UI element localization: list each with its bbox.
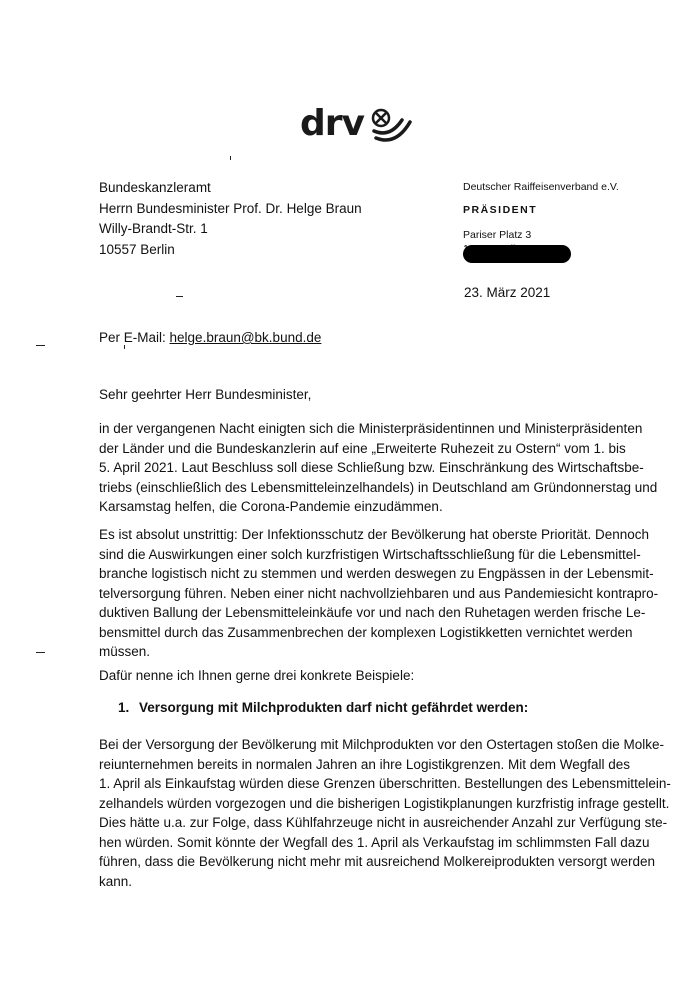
- text-line: zelhandels würden vorgezogen und die bisherigen Logistikplanungen kurzfristig infrage gestellt.: [99, 795, 670, 811]
- text-line: 5. April 2021. Laut Beschluss soll diese Schließung bzw. Einschränkung des Wirtschaftsbe-: [99, 460, 644, 475]
- paragraph-3: [99, 666, 591, 686]
- text-line: Dafür nenne ich Ihnen gerne drei konkrete Beispiele:: [99, 668, 415, 683]
- letter-date: 23. März 2021: [464, 285, 551, 300]
- recipient-line: 10557 Berlin: [99, 241, 175, 257]
- text-line: hen würden. Somit könnte der Wegfall des 1. April als Verkaufstag im schlimmsten Fall dazu: [99, 834, 650, 850]
- text-line: 1. April als Einkaufstag würden diese Grenzen überschritten. Bestellungen des Lebensmittelein-: [99, 776, 671, 791]
- scan-mark: [230, 156, 231, 160]
- scan-mark: [36, 652, 45, 653]
- salutation: Sehr geehrter Herr Bundesminister,: [99, 387, 312, 402]
- text-line: bensmittel durch das Zusammenbrechen der komplexen Logistikketten vernichtet werden: [99, 624, 633, 640]
- text-line: sind die Auswirkungen einer solch kurzfristigen Wirtschaftsschließung für die Lebensmittel-: [99, 546, 641, 562]
- raiffeisen-cross-arcs-icon: [368, 104, 418, 148]
- text-line: Dies hätte u.a. zur Folge, dass Kühlfahrzeuge nicht in ausreichender Anzahl zur Verfügung ste-: [99, 815, 668, 830]
- recipient-address: [99, 178, 362, 260]
- email-address-link[interactable]: helge.braun@bk.bund.de: [169, 330, 322, 345]
- email-line: [99, 330, 321, 345]
- paragraph-1: [99, 419, 658, 517]
- text-line: führen, dass die Bevölkerung nicht mehr mit ausreichend Molkereiprodukten versorgt werden: [99, 854, 656, 869]
- text-line: Karsamstag helfen, die Corona-Pandemie einzudämmen.: [99, 499, 443, 514]
- email-prefix: Per E-Mail:: [99, 330, 166, 345]
- text-line: müssen.: [99, 644, 151, 659]
- text-line: telversorgung führen. Neben einer nicht nachvollziehbaren und aus Pandemiesicht kontrapro-: [99, 585, 659, 601]
- drv-logo: [300, 104, 420, 148]
- text-line: Es ist absolut unstrittig: Der Infektionsschutz der Bevölkerung hat oberste Priorität. Dennoch: [99, 527, 650, 542]
- text-line: duktiven Ballung der Lebensmitteleinkäufe vor und nach den Ruhetagen werden frische Le-: [99, 605, 646, 620]
- sender-org: Deutscher Raiffeisenverband e.V.: [463, 181, 619, 193]
- text-line: Bei der Versorgung der Bevölkerung mit Milchprodukten vor den Ostertagen stoßen die Molke-: [99, 737, 665, 752]
- text-line: in der vergangenen Nacht einigten sich die Ministerpräsidentinnen und Ministerpräsidenten: [99, 421, 643, 436]
- text-line: der Länder und die Bundeskanzlerin auf eine „Erweiterte Ruhezeit zu Ostern“ vom 1. bis: [99, 440, 626, 456]
- heading-text: Versorgung mit Milchprodukten darf nicht gefährdet werden:: [139, 700, 529, 715]
- sender-role: PRÄSIDENT: [463, 204, 538, 216]
- heading-number: 1.: [118, 700, 130, 715]
- sender-street: Pariser Platz 3: [463, 229, 532, 241]
- scan-mark: [176, 296, 183, 297]
- recipient-line: Herrn Bundesminister Prof. Dr. Helge Braun: [99, 200, 362, 216]
- section-heading-1: [118, 700, 528, 715]
- recipient-line: Bundeskanzleramt: [99, 180, 211, 195]
- paragraph-2: [99, 525, 659, 662]
- text-line: triebs (einschließlich des Lebensmitteleinzelhandels) in Deutschland am Gründonnerstag und: [99, 479, 658, 495]
- recipient-line: Willy-Brandt-Str. 1: [99, 221, 208, 236]
- drv-logo-text: drv: [300, 103, 364, 144]
- scan-mark: [36, 345, 45, 346]
- text-line: kann.: [99, 873, 133, 889]
- redaction-bar: [463, 245, 571, 263]
- paragraph-4: [99, 735, 671, 891]
- text-line: branche logistisch nicht zu stemmen und werden deswegen zu Engpässen in der Lebensmit-: [99, 566, 654, 581]
- text-line: reiunternehmen bereits in normalen Jahren an ihre Logistikgrenzen. Mit dem Wegfall des: [99, 756, 631, 772]
- scan-mark: [124, 345, 125, 349]
